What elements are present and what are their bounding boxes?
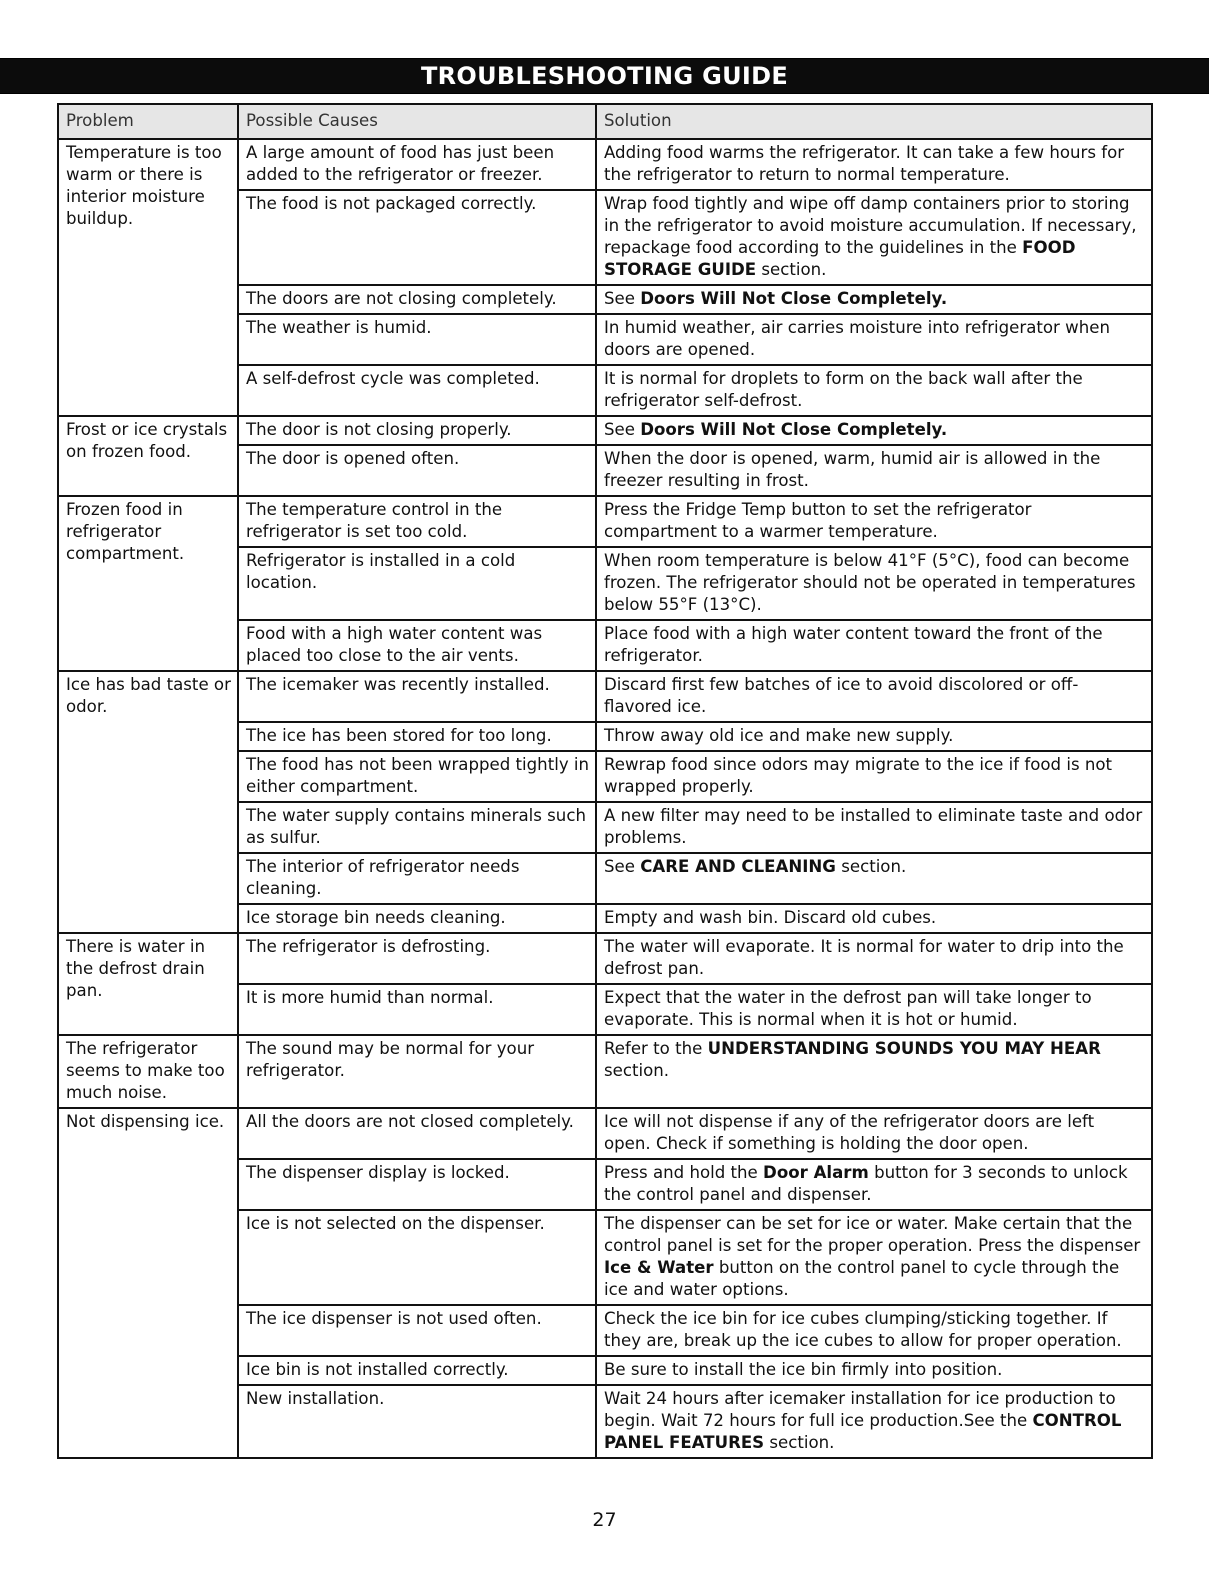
solution-emphasis-text: CARE AND CLEANING bbox=[640, 857, 836, 876]
solution-text: section. bbox=[764, 1433, 835, 1452]
table-row bbox=[58, 1035, 1152, 1108]
solution-text: A new filter may need to be installed to eliminate taste and odor problems. bbox=[604, 806, 1143, 847]
possible-cause-cell: The sound may be normal for your refrigerator. bbox=[238, 1035, 596, 1108]
solution-cell bbox=[596, 416, 1152, 445]
solution-cell bbox=[596, 139, 1152, 190]
solution-emphasis-text: CONTROL PANEL FEATURES bbox=[604, 1411, 1122, 1452]
solution-cell bbox=[596, 933, 1152, 984]
possible-cause-cell: The dispenser display is locked. bbox=[238, 1159, 596, 1210]
solution-cell bbox=[596, 190, 1152, 285]
solution-text: See bbox=[604, 289, 641, 308]
solution-text: Throw away old ice and make new supply. bbox=[604, 726, 954, 745]
solution-text: Place food with a high water content toward the front of the refrigerator. bbox=[604, 624, 1103, 665]
table-row bbox=[58, 1108, 1152, 1159]
table-header-row bbox=[58, 104, 1152, 139]
solution-emphasis-text: Doors Will Not Close Completely. bbox=[640, 289, 948, 308]
solution-cell bbox=[596, 904, 1152, 933]
solution-text: Be sure to install the ice bin firmly into position. bbox=[604, 1360, 1003, 1379]
possible-cause-cell: A self-defrost cycle was completed. bbox=[238, 365, 596, 416]
solution-cell bbox=[596, 1035, 1152, 1108]
solution-cell bbox=[596, 802, 1152, 853]
solution-emphasis-text: FOOD STORAGE GUIDE bbox=[604, 238, 1076, 279]
solution-emphasis-text: Doors Will Not Close Completely. bbox=[640, 420, 948, 439]
solution-text: section. bbox=[835, 857, 907, 876]
solution-text: Refer to the bbox=[604, 1039, 708, 1058]
solution-text: Press the Fridge Temp button to set the refrigerator compartment to a warmer temperature. bbox=[604, 500, 1032, 541]
possible-cause-cell: All the doors are not closed completely. bbox=[238, 1108, 596, 1159]
solution-cell bbox=[596, 496, 1152, 547]
possible-cause-cell: The temperature control in the refrigerator is set too cold. bbox=[238, 496, 596, 547]
solution-cell bbox=[596, 1356, 1152, 1385]
table-row bbox=[58, 671, 1152, 722]
solution-text: The dispenser can be set for ice or water. Make certain that the control panel is set for the proper operation. Press the dispenser bbox=[604, 1214, 1141, 1255]
page-number: 27 bbox=[592, 1509, 617, 1531]
solution-text: section. bbox=[604, 1061, 670, 1080]
solution-text: Empty and wash bin. Discard old cubes. bbox=[604, 908, 937, 927]
solution-text: Rewrap food since odors may migrate to the ice if food is not wrapped properly. bbox=[604, 755, 1113, 796]
solution-cell bbox=[596, 445, 1152, 496]
table-row bbox=[58, 933, 1152, 984]
table-row bbox=[58, 416, 1152, 445]
possible-cause-cell: Ice bin is not installed correctly. bbox=[238, 1356, 596, 1385]
title-banner bbox=[0, 58, 1209, 94]
possible-cause-cell: Ice storage bin needs cleaning. bbox=[238, 904, 596, 933]
column-header-solution: Solution bbox=[596, 104, 1152, 139]
possible-cause-cell: Food with a high water content was placed too close to the air vents. bbox=[238, 620, 596, 671]
solution-text: Discard first few batches of ice to avoid discolored or off-flavored ice. bbox=[604, 675, 1079, 716]
solution-text: button on the control panel to cycle through the ice and water options. bbox=[604, 1258, 1120, 1299]
solution-text: Expect that the water in the defrost pan will take longer to evaporate. This is normal when it is hot or humid. bbox=[604, 988, 1092, 1029]
solution-cell bbox=[596, 1108, 1152, 1159]
possible-cause-cell: The water supply contains minerals such as sulfur. bbox=[238, 802, 596, 853]
possible-cause-cell: The icemaker was recently installed. bbox=[238, 671, 596, 722]
possible-cause-cell: The door is opened often. bbox=[238, 445, 596, 496]
problem-cell: Frost or ice crystals on frozen food. bbox=[58, 416, 238, 496]
problem-cell: The refrigerator seems to make too much noise. bbox=[58, 1035, 238, 1108]
possible-cause-cell: The ice dispenser is not used often. bbox=[238, 1305, 596, 1356]
solution-text: Ice will not dispense if any of the refrigerator doors are left open. Check if something is holding the door open. bbox=[604, 1112, 1095, 1153]
solution-text: The water will evaporate. It is normal for water to drip into the defrost pan. bbox=[604, 937, 1124, 978]
possible-cause-cell: The refrigerator is defrosting. bbox=[238, 933, 596, 984]
problem-cell: Temperature is too warm or there is interior moisture buildup. bbox=[58, 139, 238, 416]
solution-cell bbox=[596, 1305, 1152, 1356]
possible-cause-cell: Ice is not selected on the dispenser. bbox=[238, 1210, 596, 1305]
solution-text: Check the ice bin for ice cubes clumping/sticking together. If they are, break up the ice cubes to allow for proper operation. bbox=[604, 1309, 1122, 1350]
solution-text: See bbox=[604, 857, 641, 876]
possible-cause-cell: The ice has been stored for too long. bbox=[238, 722, 596, 751]
solution-text: It is normal for droplets to form on the back wall after the refrigerator self-defrost. bbox=[604, 369, 1083, 410]
solution-text: See bbox=[604, 420, 641, 439]
possible-cause-cell: A large amount of food has just been added to the refrigerator or freezer. bbox=[238, 139, 596, 190]
possible-cause-cell: The doors are not closing completely. bbox=[238, 285, 596, 314]
solution-text: When the door is opened, warm, humid air is allowed in the freezer resulting in frost. bbox=[604, 449, 1101, 490]
problem-cell: Frozen food in refrigerator compartment. bbox=[58, 496, 238, 671]
table-body bbox=[58, 139, 1152, 1458]
problem-cell: Ice has bad taste or odor. bbox=[58, 671, 238, 933]
solution-cell bbox=[596, 365, 1152, 416]
troubleshooting-table bbox=[57, 103, 1153, 1459]
problem-cell: There is water in the defrost drain pan. bbox=[58, 933, 238, 1035]
solution-emphasis-text: Ice & Water bbox=[604, 1258, 714, 1277]
possible-cause-cell: New installation. bbox=[238, 1385, 596, 1458]
solution-cell bbox=[596, 751, 1152, 802]
solution-text: button for 3 seconds to unlock the control panel and dispenser. bbox=[604, 1163, 1128, 1204]
solution-text: Press and hold the bbox=[604, 1163, 764, 1182]
possible-cause-cell: The door is not closing properly. bbox=[238, 416, 596, 445]
column-header-problem: Problem bbox=[58, 104, 238, 139]
solution-emphasis-text: UNDERSTANDING SOUNDS YOU MAY HEAR bbox=[707, 1039, 1101, 1058]
solution-cell bbox=[596, 547, 1152, 620]
table-row bbox=[58, 496, 1152, 547]
solution-text: When room temperature is below 41°F (5°C), food can become frozen. The refrigerator should not be operated in temperatures below 55°F (13°C). bbox=[604, 551, 1136, 614]
table-row bbox=[58, 139, 1152, 190]
solution-text: In humid weather, air carries moisture into refrigerator when doors are opened. bbox=[604, 318, 1110, 359]
possible-cause-cell: The weather is humid. bbox=[238, 314, 596, 365]
possible-cause-cell: Refrigerator is installed in a cold location. bbox=[238, 547, 596, 620]
solution-cell bbox=[596, 722, 1152, 751]
possible-cause-cell: The food is not packaged correctly. bbox=[238, 190, 596, 285]
column-header-possible-causes: Possible Causes bbox=[238, 104, 596, 139]
solution-text: Wrap food tightly and wipe off damp containers prior to storing in the refrigerator to avoid moisture accumulation. If necessary, repackage food according to the guidelines in the bbox=[604, 194, 1137, 257]
solution-cell bbox=[596, 314, 1152, 365]
solution-text: Wait 24 hours after icemaker installation for ice production to begin. Wait 72 hours for full ice production.See the bbox=[604, 1389, 1116, 1430]
possible-cause-cell: It is more humid than normal. bbox=[238, 984, 596, 1035]
solution-text: section. bbox=[756, 260, 827, 279]
solution-cell bbox=[596, 984, 1152, 1035]
solution-cell bbox=[596, 1385, 1152, 1458]
solution-cell bbox=[596, 671, 1152, 722]
solution-cell bbox=[596, 285, 1152, 314]
solution-text: Adding food warms the refrigerator. It can take a few hours for the refrigerator to return to normal temperature. bbox=[604, 143, 1125, 184]
possible-cause-cell: The food has not been wrapped tightly in either compartment. bbox=[238, 751, 596, 802]
page-title: TROUBLESHOOTING GUIDE bbox=[420, 62, 789, 90]
possible-cause-cell: The interior of refrigerator needs cleaning. bbox=[238, 853, 596, 904]
solution-cell bbox=[596, 1159, 1152, 1210]
problem-cell: Not dispensing ice. bbox=[58, 1108, 238, 1458]
solution-cell bbox=[596, 1210, 1152, 1305]
solution-cell bbox=[596, 853, 1152, 904]
solution-cell bbox=[596, 620, 1152, 671]
solution-emphasis-text: Door Alarm bbox=[763, 1163, 869, 1182]
